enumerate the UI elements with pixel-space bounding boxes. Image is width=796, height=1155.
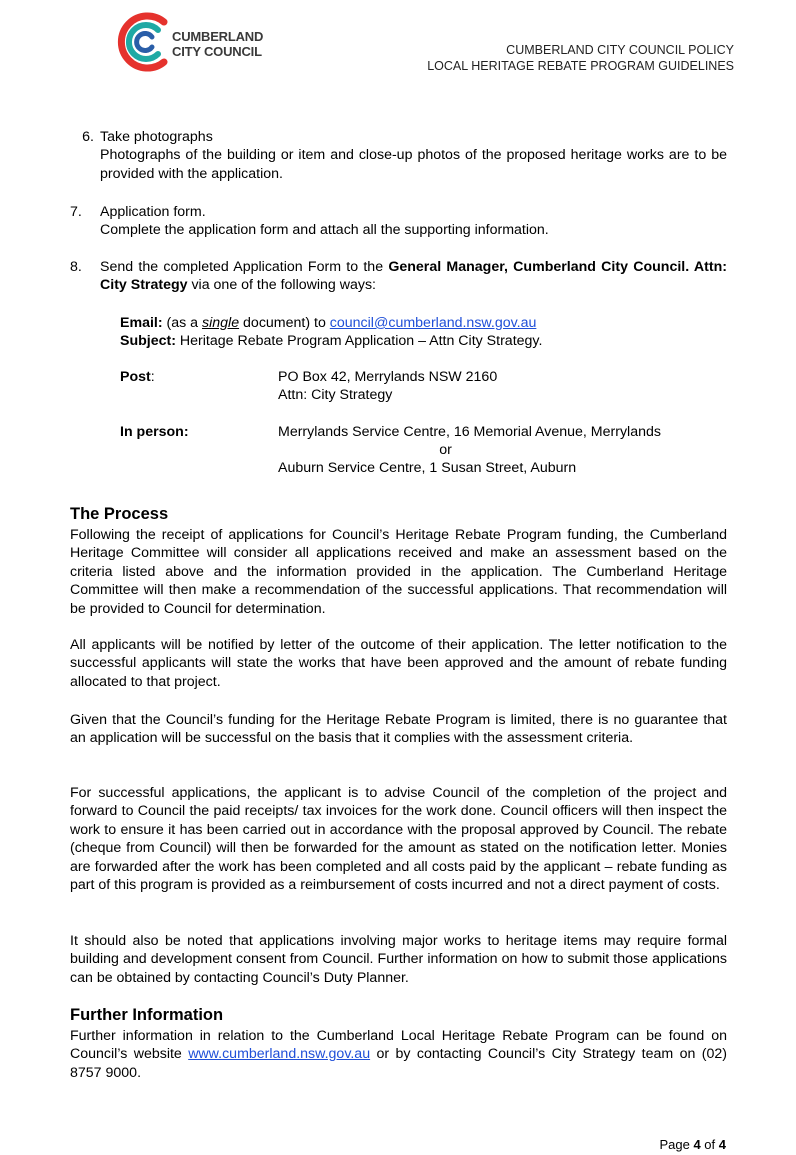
- subject-line: Subject: Heritage Rebate Program Application – Attn City Strategy.: [120, 333, 543, 349]
- post-address-line2: Attn: City Strategy: [278, 387, 393, 403]
- council-logo: [112, 10, 272, 80]
- in-person-line1: Merrylands Service Centre, 16 Memorial Avenue, Merrylands: [278, 424, 661, 440]
- process-heading: The Process: [70, 505, 169, 523]
- in-person-label: In person:: [120, 424, 189, 440]
- council-logo-mark-icon: [112, 10, 172, 74]
- step-number: 6.: [82, 129, 94, 145]
- further-info-paragraph: Further information in relation to the Cumberland Local Heritage Rebate Program can be found on Council’s website www.cumberland.nsw.gov.au or by contacting Council’s City Strategy team on (02) 8757 9000.: [70, 1028, 727, 1081]
- process-paragraph-5: It should also be noted that applications involving major works to heritage items may require formal building and development consent from Council. Further information on how to submit those applications can be obtained by contacting Council’s Duty Planner.: [70, 933, 727, 986]
- logo-text-line1: CUMBERLAND: [172, 29, 264, 44]
- header-line1: CUMBERLAND CITY COUNCIL POLICY: [506, 43, 734, 57]
- email-line: Email: (as a single document) to council@cumberland.nsw.gov.au: [120, 315, 537, 331]
- process-paragraph-1: Following the receipt of applications for Council’s Heritage Rebate Program funding, the Cumberland Heritage Committee will consider all applications received and make an assessment based on the criteria listed above and the information provided in the application. The Cumberland Heritage Committee will then make a recommendation of the successful applications. That recommendation will be provided to Council for determination.: [70, 527, 727, 617]
- process-paragraph-4: For successful applications, the applicant is to advise Council of the completion of the project and forward to Council the paid receipts/ tax invoices for the work done. Council officers will then inspect the work to ensure it has been carried out in accordance with the proposal approved by Council. The rebate (cheque from Council) will then be forwarded for the amount as stated on the notification letter. Monies are forwarded after the work has been completed and all costs paid by the applicant – rebate funding as part of this program is provided as a reimbursement of costs incurred and not a direct payment of costs.: [70, 785, 727, 894]
- recipient-name: General Manager, Cumberland City Council. Attn: City Strategy: [100, 259, 727, 294]
- step-6: [70, 128, 727, 183]
- in-person-or: or: [439, 442, 452, 458]
- step-8: [70, 258, 727, 295]
- website-link[interactable]: www.cumberland.nsw.gov.au: [188, 1046, 371, 1063]
- further-info-heading: Further Information: [70, 1006, 224, 1024]
- step-title: Application form.: [100, 204, 206, 220]
- post-label: Post:: [120, 369, 155, 385]
- in-person-line2: Auburn Service Centre, 1 Susan Street, Auburn: [278, 460, 577, 476]
- logo-text-line2: CITY COUNCIL: [172, 44, 262, 59]
- process-paragraph-3: Given that the Council’s funding for the Heritage Rebate Program is limited, there is no guarantee that an application will be successful on the basis that it complies with the assessment criteria.: [70, 712, 727, 747]
- header-line2: LOCAL HERITAGE REBATE PROGRAM GUIDELINES: [427, 59, 734, 73]
- process-paragraph-2: All applicants will be notified by letter of the outcome of their application. The letter notification to the successful applicants will state the works that have been approved and the amount of rebate funding allocated to that project.: [70, 637, 727, 690]
- step-body: Photographs of the building or item and close-up photos of the proposed heritage works are to be provided with the application.: [100, 147, 727, 182]
- document-header: [427, 42, 734, 74]
- step-body: Send the completed Application Form to the General Manager, Cumberland City Council. Attn: City Strategy via one of the following ways:: [100, 259, 727, 294]
- step-title: Take photographs: [100, 129, 213, 145]
- step-body: Complete the application form and attach all the supporting information.: [100, 222, 549, 239]
- step-number: 7.: [70, 204, 82, 220]
- post-address-line1: PO Box 42, Merrylands NSW 2160: [278, 369, 498, 385]
- step-7: [70, 203, 727, 240]
- email-link[interactable]: council@cumberland.nsw.gov.au: [329, 315, 537, 331]
- page-number: Page 4 of 4: [659, 1137, 726, 1152]
- step-number: 8.: [70, 259, 82, 275]
